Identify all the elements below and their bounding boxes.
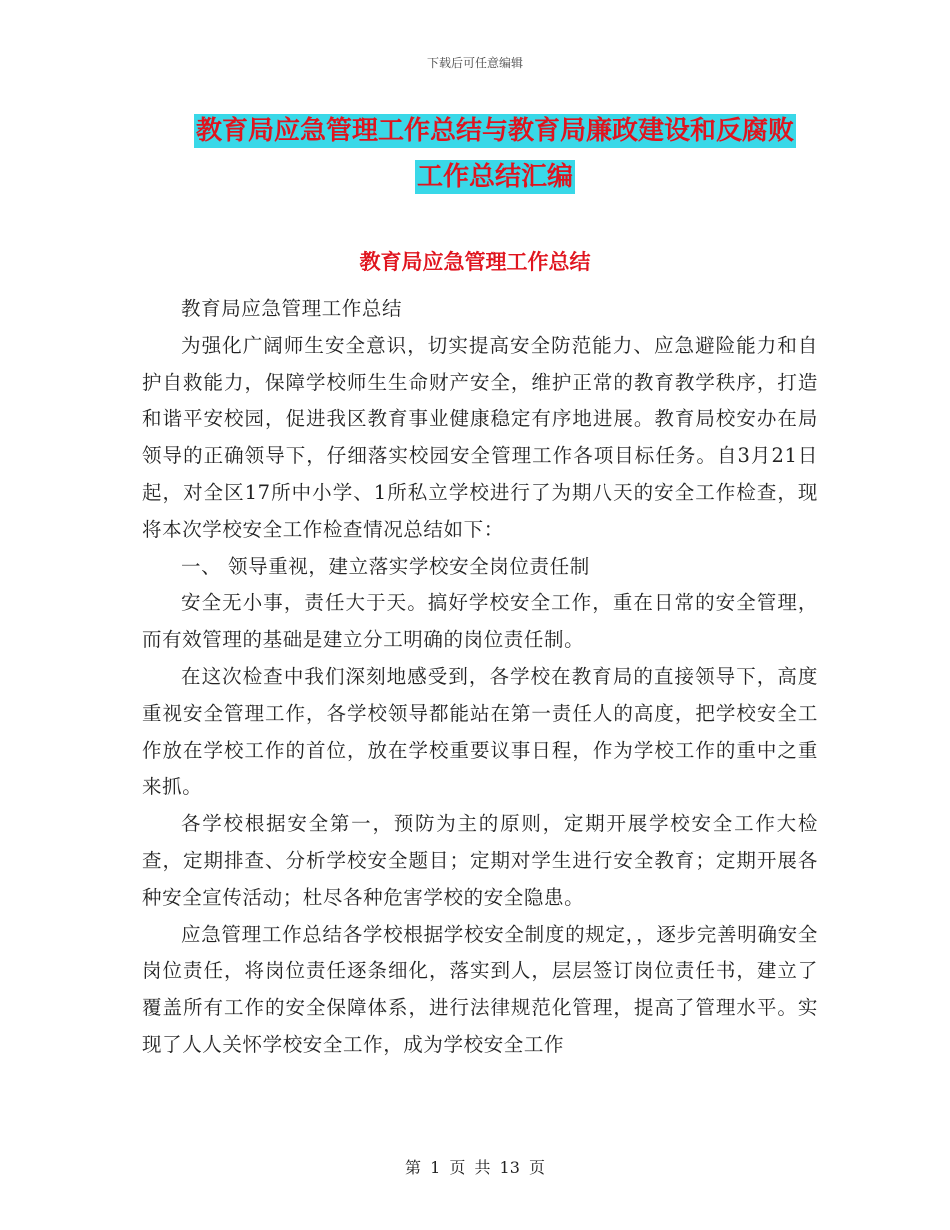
paragraph: 各学校根据安全第一，预防为主的原则，定期开展学校安全工作大检查，定期排查、分析学校安全题目；定期对学生进行安全教育；定期开展各种安全宣传活动；杜尽各种危害学校的安全隐患。 [142,812,818,909]
paragraph: 一、 领导重视，建立落实学校安全岗位责任制 [181,554,590,578]
paragraph: 应急管理工作总结各学校根据学校安全制度的规定，，逐步完善明确安全岗位责任，将岗位责任逐条细化，落实到人，层层签订岗位责任书，建立了覆盖所有工作的安全保障体系，进行法律规范化管理，提高了管理水平。实现了人人关怀学校安全工作，成为学校安全工作 [142,922,818,1056]
section-title: 教育局应急管理工作总结 [359,250,591,274]
paragraph: 在这次检查中我们深刻地感受到，各学校在教育局的直接领导下，高度重视安全管理工作，各学校领导都能站在第一责任人的高度，把学校安全工作放在学校工作的首位，放在学校重要议事日程，作为学校工作的重中之重来抓。 [142,664,818,799]
header-note: 下载后可任意编辑 [426,56,523,70]
body-text [142,291,818,1064]
paragraph: 为强化广阔师生安全意识，切实提高安全防范能力、应急避险能力和自护自救能力，保障学校师生生命财产安全，维护正常的教育教学秩序，打造和谐平安校园，促进我区教育事业健康稳定有序地进展。教育局校安办在局领导的正确领导下，仔细落实校园安全管理工作各项目标任务。自3月21日起，对全区17所中小学、1所私立学校进行了为期八天的安全工作检查，现将本次学校安全工作检查情况总结如下： [142,333,818,541]
document-title-line-1: 教育局应急管理工作总结与教育局廉政建设和反腐败 [195,116,794,146]
document-title-line-2: 工作总结汇编 [416,162,573,192]
document-title [150,108,840,200]
page-footer: 第 1 页 共 13 页 [405,1158,545,1177]
paragraph: 教育局应急管理工作总结 [181,297,403,320]
paragraph: 安全无小事，责任大于天。搞好学校安全工作，重在日常的安全管理，而有效管理的基础是建立分工明确的岗位责任制。 [142,591,818,652]
